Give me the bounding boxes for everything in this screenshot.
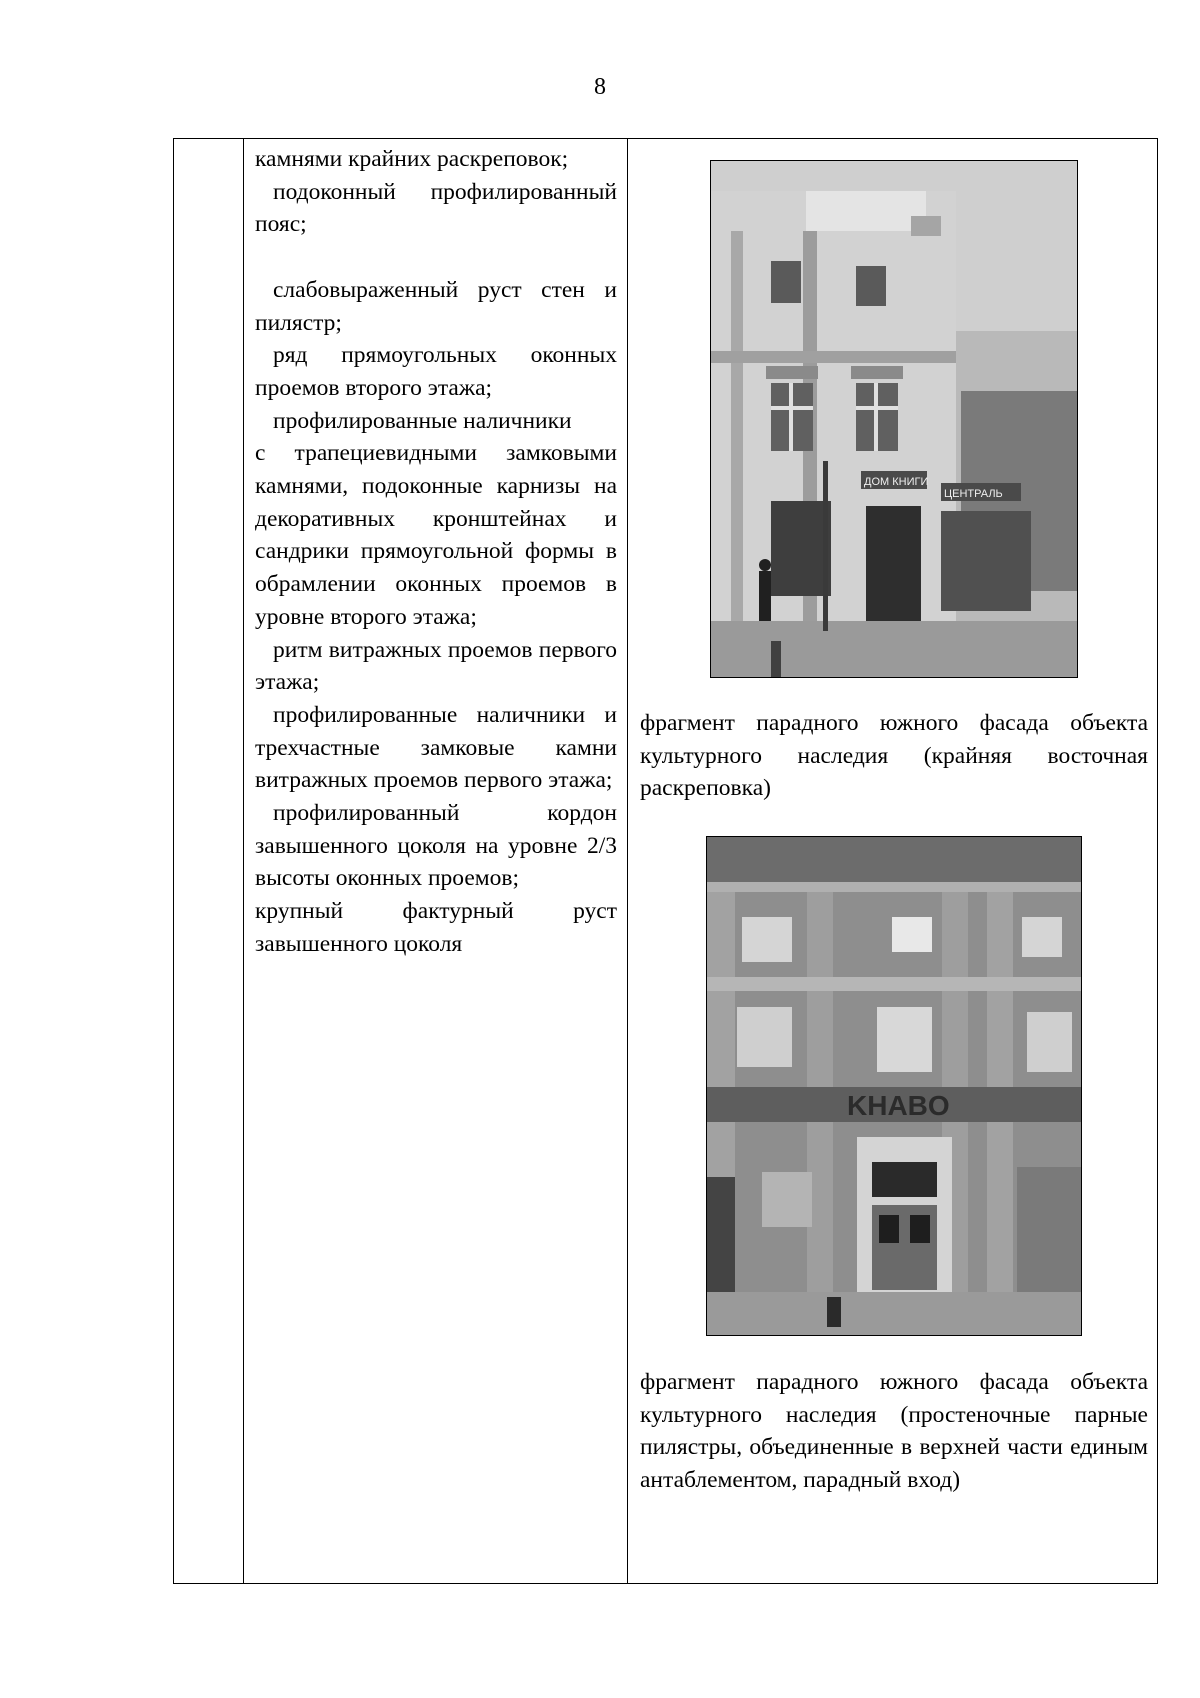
description-item: профилированные наличники [273, 407, 572, 434]
description-item: камнями крайних раскреповок; [255, 146, 569, 172]
facade-photo-main-entrance [706, 836, 1082, 1336]
shop-sign-text: ЦЕНТРАЛЬ [944, 488, 1003, 500]
description-item: подоконный профилированный пояс; [255, 178, 617, 238]
description-item: с трапециевидными замковыми камнями, подоконные карнизы на декоративных кронштейнах и сандрики прямоугольной формы в обрамлении оконных проемов в уровне второго этажа; [255, 440, 617, 630]
description-item: профилированный кордон завышенного цоколя на уровне 2/3 высоты оконных проемов; [255, 800, 617, 892]
facade-photo-east-risalit [710, 160, 1078, 678]
blank-line [255, 241, 617, 274]
description-column [255, 143, 617, 961]
page-number: 8 [594, 74, 606, 100]
description-item: ритм витражных проемов первого этажа; [255, 636, 617, 696]
column-divider-1 [243, 138, 244, 1584]
shop-sign-text: ДОМ КНИГИ [864, 476, 929, 488]
description-item: ряд прямоугольных оконных проемов второго этажа; [255, 342, 617, 401]
shop-sign-text: KHABO [847, 1090, 950, 1121]
photo-caption-1: фрагмент парадного южного фасада объекта культурного наследия (крайняя восточная раскреповка) [640, 710, 1148, 802]
description-item: слабовыраженный руст стен и пилястр; [255, 276, 617, 336]
photo-caption-2: фрагмент парадного южного фасада объекта культурного наследия (простеночные парные пилястры, объединенные в верхней части единым антаблементом, парадный вход) [640, 1369, 1148, 1494]
column-divider-2 [627, 138, 628, 1584]
description-item: крупный фактурный руст завышенного цоколя [255, 898, 617, 957]
description-item: профилированные наличники и трехчастные замковые камни витражных проемов первого этажа; [255, 701, 617, 794]
